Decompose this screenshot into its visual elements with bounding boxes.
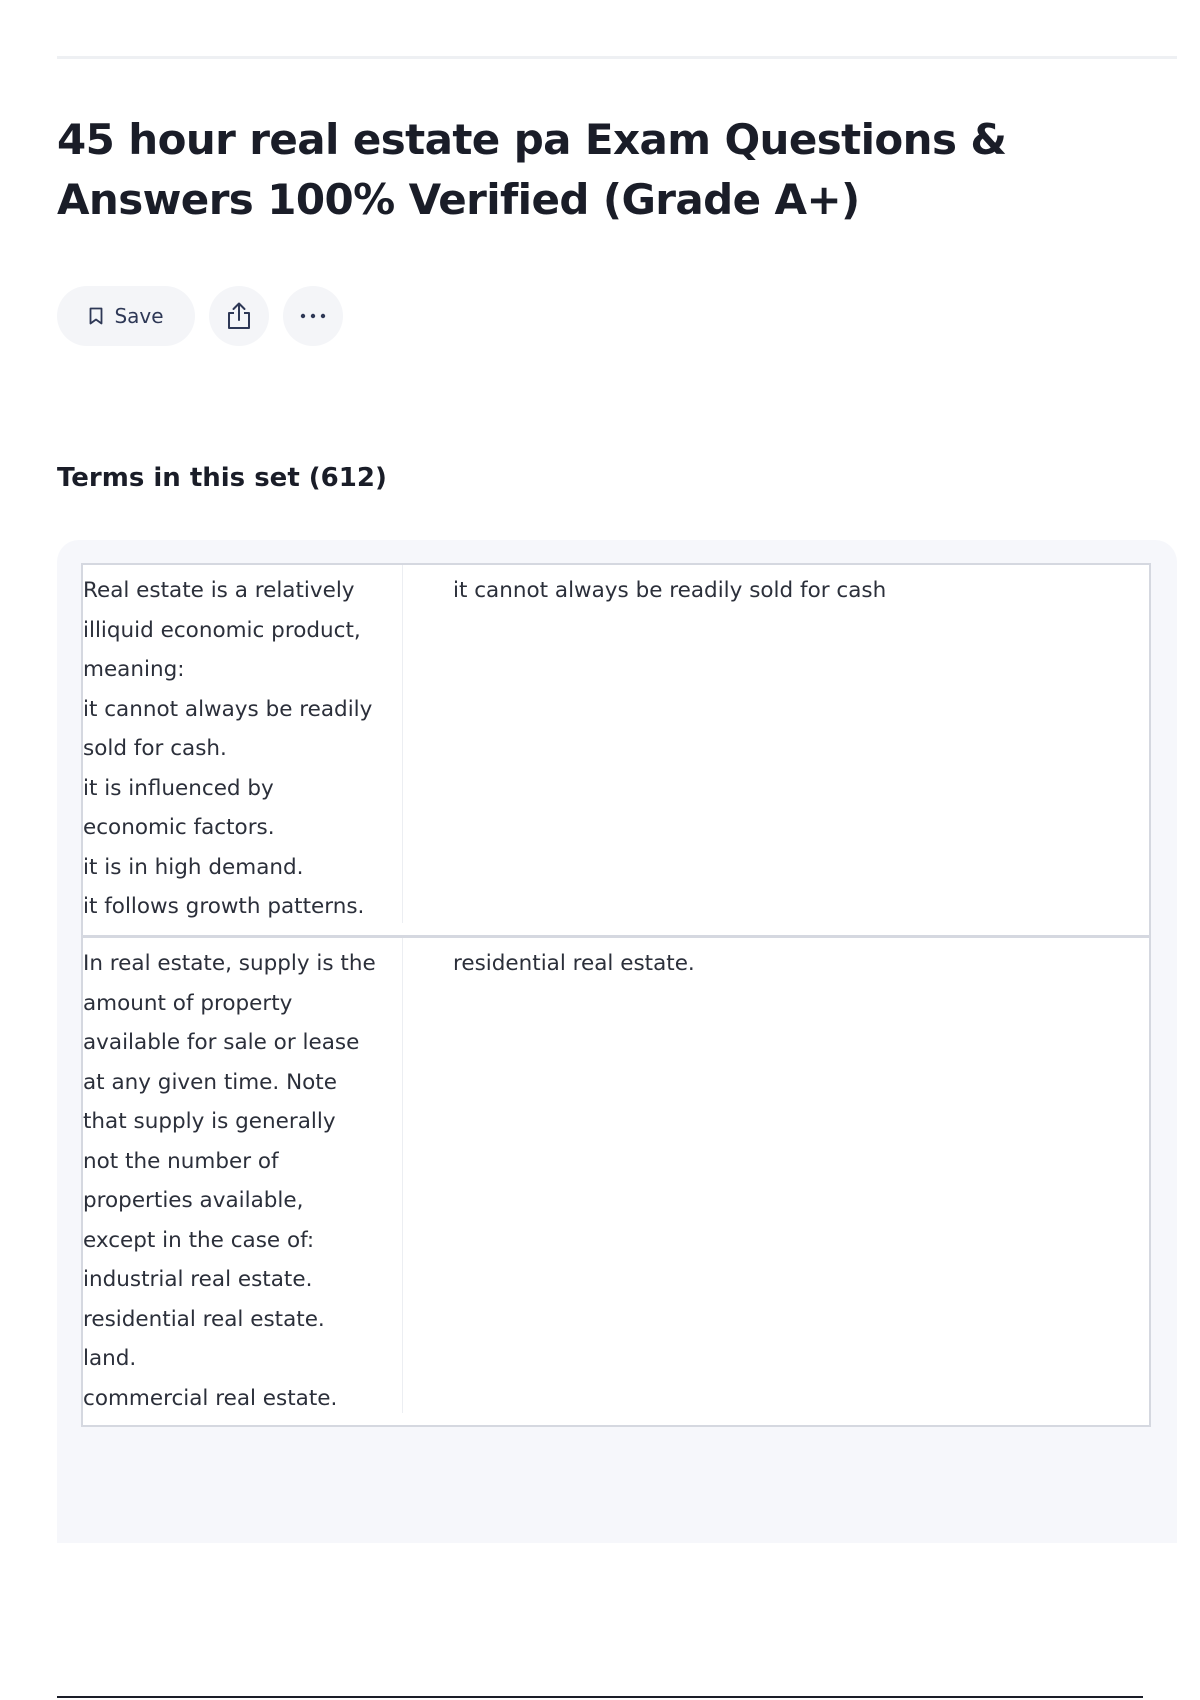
- term-text: [83, 565, 403, 923]
- action-toolbar: [57, 286, 343, 346]
- definition-text: [403, 938, 1149, 1425]
- share-button[interactable]: [209, 286, 269, 346]
- term-line: economic factors.: [83, 815, 275, 840]
- term-line: commercial real estate.: [83, 1385, 338, 1411]
- term-line: it cannot always be readily: [83, 696, 373, 722]
- term-line: except in the case of:: [83, 1227, 315, 1253]
- term-line: at any given time. Note: [83, 1069, 337, 1095]
- term-text: [83, 938, 403, 1413]
- terms-heading: Terms in this set (612): [57, 463, 387, 493]
- term-line: amount of property: [83, 990, 293, 1016]
- term-line: properties available,: [83, 1188, 304, 1213]
- term-line: Real estate is a relatively: [83, 578, 355, 603]
- term-line: that supply is generally: [83, 1109, 336, 1134]
- term-line: sold for cash.: [83, 736, 227, 761]
- share-icon: [225, 301, 253, 331]
- term-line: industrial real estate.: [83, 1267, 313, 1292]
- term-line: residential real estate.: [83, 1306, 325, 1332]
- more-options-button[interactable]: [283, 286, 343, 346]
- bookmark-icon: [88, 306, 104, 326]
- term-card[interactable]: [81, 563, 1151, 937]
- more-horizontal-icon: [299, 312, 327, 320]
- term-line: it is influenced by: [83, 775, 274, 801]
- page-title: 45 hour real estate pa Exam Questions & Answers 100% Verified (Grade A+): [57, 115, 1007, 224]
- definition-line: residential real estate.: [453, 951, 695, 976]
- term-line: it is in high demand.: [83, 854, 304, 880]
- term-line: In real estate, supply is the: [83, 951, 376, 976]
- bottom-divider: [57, 1696, 1143, 1698]
- save-button[interactable]: [57, 286, 195, 346]
- save-label: Save: [114, 304, 164, 328]
- term-line: it follows growth patterns.: [83, 894, 365, 919]
- term-line: available for sale or lease: [83, 1030, 360, 1055]
- term-line: meaning:: [83, 657, 185, 682]
- term-line: not the number of: [83, 1148, 279, 1174]
- definition-line: it cannot always be readily sold for cash: [453, 578, 887, 603]
- term-line: illiquid economic product,: [83, 617, 361, 643]
- term-line: land.: [83, 1346, 137, 1371]
- definition-text: [403, 565, 1149, 935]
- top-divider: [57, 56, 1177, 59]
- term-card[interactable]: [81, 936, 1151, 1427]
